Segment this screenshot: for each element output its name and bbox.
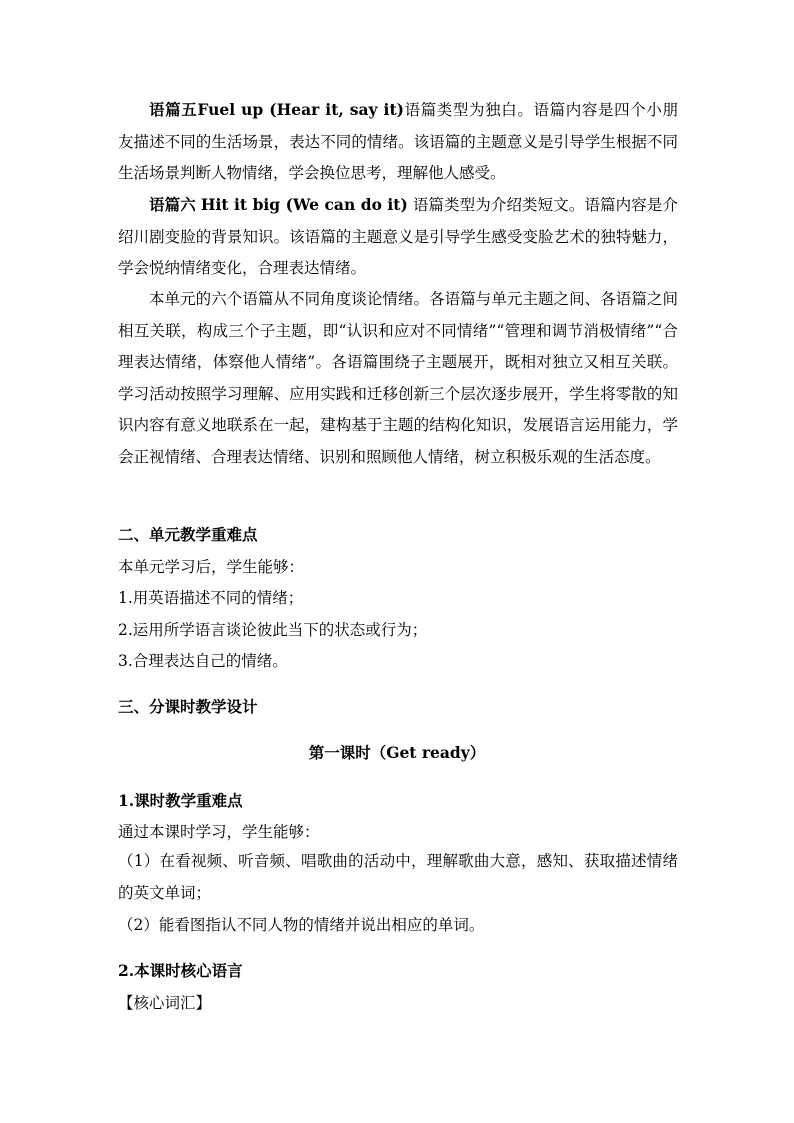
text-5-body: 语篇类型为独白。语篇内容是四个小朋友描述不同的生活场景，表达不同的情绪。该语篇的主题意义是引导学生根据不同生活场景判断人物情绪，学会换位思考，理解他人感受。 (118, 101, 678, 182)
text-5-title: Fuel up (Hear it, say it) (197, 100, 404, 119)
lesson-title: 第一课时（Get ready） (308, 743, 486, 762)
text-6-label: 语篇六 (149, 195, 196, 214)
paragraph-text-5 (118, 94, 678, 190)
text-6-title: Hit it big (We can do it) (200, 195, 408, 214)
paragraph-text-6 (118, 189, 678, 285)
sub-2-heading: 2.本课时核心语言 (118, 961, 243, 980)
sub-1-heading: 1.课时教学重难点 (118, 791, 243, 810)
section-2-item-3: 3.合理表达自己的情绪。 (118, 652, 288, 670)
section-2-intro: 本单元学习后，学生能够： (118, 558, 305, 576)
section-3-heading: 三、分课时教学设计 (118, 697, 258, 716)
sub-1-item-1: （1）在看视频、听音频、唱歌曲的活动中，理解歌曲大意，感知、获取描述情绪的英文单词； (118, 852, 678, 902)
core-vocab-label: 【核心词汇】 (118, 994, 212, 1012)
paragraph-summary: 本单元的六个语篇从不同角度谈论情绪。各语篇与单元主题之间、各语篇之间相互关联，构成三个子主题，即“认识和应对不同情绪”“管理和调节消极情绪”“合理表达情绪，体察他人情绪”。各语篇围绕子主题展开，既相对独立又相互关联。学习活动按照学习理解、应用实践和迁移创新三个层次逐步展开，学生将零散的知识内容有意义地联系在一起，建构基于主题的结构化知识，发展语言运用能力，学会正视情绪、合理表达情绪、识别和照顾他人情绪，树立积极乐观的生活态度。 (118, 290, 678, 466)
sub-1-item-2: （2）能看图指认不同人物的情绪并说出相应的单词。 (118, 916, 485, 934)
section-2-item-2: 2.运用所学语言谈论彼此当下的状态或行为； (118, 621, 428, 639)
text-5-label: 语篇五 (149, 100, 198, 119)
section-2-heading: 二、单元教学重难点 (118, 525, 258, 544)
text-6-body: 语篇类型为介绍类短文。语篇内容是介绍川剧变脸的背景知识。该语篇的主题意义是引导学生感受变脸艺术的独特魅力，学会悦纳情绪变化，合理表达情绪。 (118, 196, 678, 277)
sub-1-intro: 通过本课时学习，学生能够： (118, 823, 320, 841)
section-2-item-1: 1.用英语描述不同的情绪； (118, 589, 304, 607)
